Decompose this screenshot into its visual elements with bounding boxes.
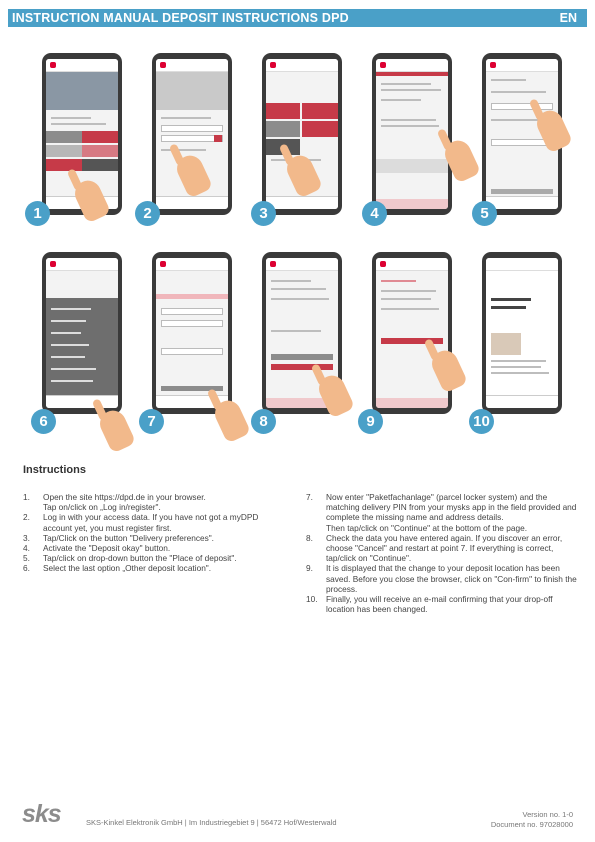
tapping-hand-icon — [211, 396, 251, 443]
phone-screen — [376, 258, 448, 408]
language-code: EN — [559, 11, 577, 25]
instruction-item-1: 1. Open the site https://dpd.de in your browser. Tap on/click on „Log in/register". — [23, 492, 206, 513]
instruction-item-7: 7. Now enter "Paketfachanlage" (parcel locker system) and the matching delivery PIN from your mysks app in the field provided and complete the missing name and address details. Then tap/click on "Continue" at the bottom of the page. — [306, 492, 577, 533]
dpd-logo-icon — [160, 261, 166, 267]
phone-screenshot-step-9 — [372, 252, 452, 414]
manual-title: INSTRUCTION MANUAL DEPOSIT INSTRUCTIONS DPD — [12, 11, 349, 25]
dpd-logo-icon — [50, 261, 56, 267]
step-badge-9: 9 — [358, 409, 383, 434]
dpd-logo-icon — [160, 62, 166, 68]
step-badge-3: 3 — [251, 201, 276, 226]
instruction-item-8: 8. Check the data you have entered again. If you discover an error, choose "Cancel" and restart at point 7. If everything is correct, tap/click on "Continue". — [306, 532, 563, 564]
dpd-logo-icon — [270, 261, 276, 267]
page-header — [8, 9, 587, 27]
tapping-hand-icon — [96, 406, 136, 453]
instruction-item-2: 2. Log in with your access data. If you have not got a myDPD account yet, you must register first. — [23, 512, 259, 533]
dpd-logo-icon — [270, 62, 276, 68]
dpd-logo-icon — [380, 261, 386, 267]
phone-screen — [156, 258, 228, 408]
instruction-item-4: 4. Activate the "Deposit okay" button. — [23, 543, 171, 554]
instructions-list-left — [23, 492, 288, 574]
step-badge-8: 8 — [251, 409, 276, 434]
phone-screenshot-step-7 — [152, 252, 232, 414]
step-badge-7: 7 — [139, 409, 164, 434]
phone-screenshot-step-10 — [482, 252, 562, 414]
step-badge-2: 2 — [135, 201, 160, 226]
document-info — [491, 810, 573, 829]
instructions-list-right — [306, 492, 578, 614]
document-number: Document no. 97028000 — [490, 819, 573, 829]
company-address: SKS-Kinkel Elektronik GmbH | Im Industriegebiet 9 | 56472 Hof/Westerwald — [86, 818, 337, 827]
step-badge-4: 4 — [362, 201, 387, 226]
dpd-logo-icon — [490, 62, 496, 68]
phone-screenshot-step-6 — [42, 252, 122, 414]
instruction-item-3: 3. Tap/Click on the button "Delivery preferences". — [23, 532, 214, 543]
step-badge-5: 5 — [472, 201, 497, 226]
instruction-item-10: 10. Finally, you will receive an e-mail confirming that your drop-off location has been changed. — [306, 594, 553, 615]
instruction-item-6: 6. Select the last option „Other deposit location". — [23, 563, 212, 574]
step-badge-10: 10 — [469, 409, 494, 434]
dpd-logo-icon — [50, 62, 56, 68]
version-number: Version no. 1-0 — [522, 810, 573, 819]
instructions-heading: Instructions — [23, 464, 86, 476]
step-badge-6: 6 — [31, 409, 56, 434]
instruction-item-9: 9. It is displayed that the change to your deposit location has been saved. Before you close the browser, click on "Con-firm" to finish the process. — [306, 563, 577, 594]
step-badge-1: 1 — [25, 201, 50, 226]
instruction-item-5: 5. Tap/click on drop-down button the "Place of deposit". — [23, 553, 237, 564]
phone-screen — [486, 258, 558, 408]
dpd-logo-icon — [380, 62, 386, 68]
phone-screen — [46, 258, 118, 408]
sks-logo: sks — [22, 800, 61, 828]
